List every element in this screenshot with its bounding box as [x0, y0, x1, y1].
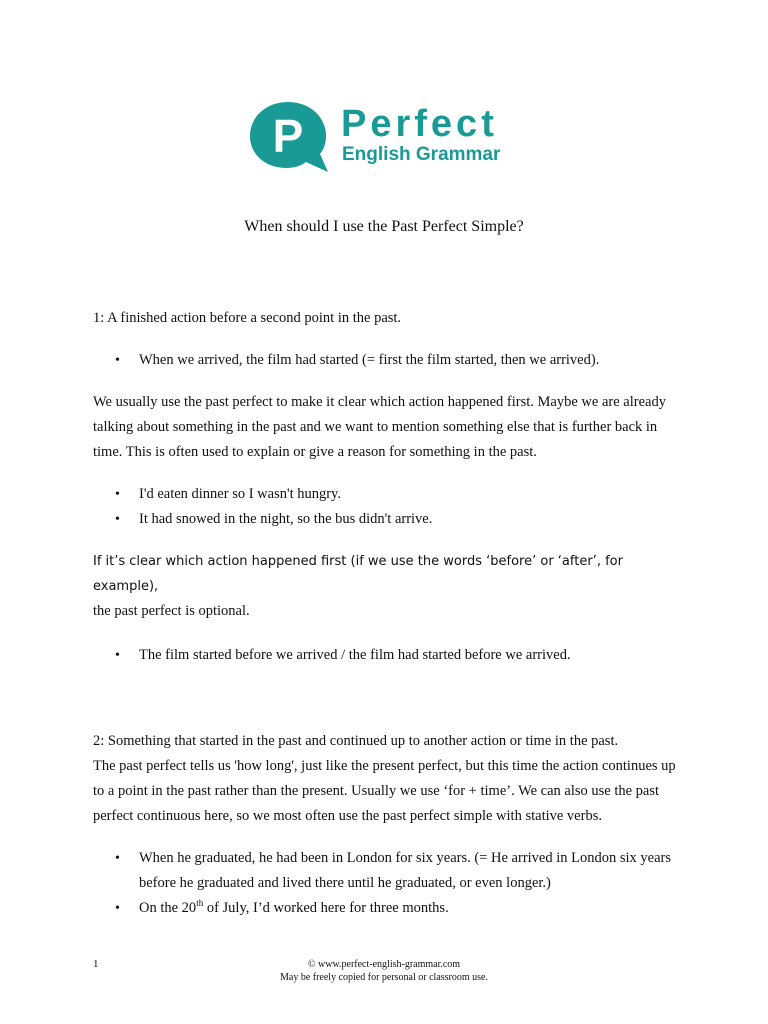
list-item: • When he graduated, he had been in London for six years. (= He arrived in London six years before he graduated and lived there until he graduated, or even longer.): [93, 846, 683, 896]
section1-optional-list: [93, 643, 683, 668]
section1-example-list: [93, 348, 683, 373]
page-number: 1: [93, 958, 99, 970]
list-item: • When we arrived, the film had started (= first the film started, then we arrived).: [93, 348, 683, 373]
list-item: • The film started before we arrived / the film had started before we arrived.: [93, 643, 683, 668]
document-body: [93, 306, 683, 921]
date-text: On the 20: [139, 900, 197, 916]
optional-note-end: the past perfect is optional.: [93, 603, 250, 619]
footer: [0, 958, 768, 984]
footer-note: May be freely copied for personal or classroom use.: [280, 972, 488, 983]
section2-paragraph: The past perfect tells us 'how long', just like the present perfect, but this time the action continues up to a point in the past rather than the present. Usually we use ‘for + time’. We can also use the past perfect continuous here, so we most often use the past perfect simple with stative verbs.: [93, 758, 676, 824]
footer-copyright: © www.perfect-english-grammar.com: [307, 959, 461, 970]
date-text-rest: of July, I’d worked here for three months.: [203, 900, 449, 916]
section1-heading: 1: A finished action before a second point in the past.: [93, 310, 402, 326]
section1-paragraph: We usually use the past perfect to make it clear which action happened first. Maybe we are already talking about something in the past and we want to mention something else that is further back in time. This is often used to explain or give a reason for something in the past.: [93, 394, 666, 460]
date-ordinal-suffix: th: [196, 898, 204, 908]
section2-heading: 2: Something that started in the past and continued up to another action or time in the past.: [93, 733, 619, 749]
logo-letter: P: [272, 110, 304, 162]
section1-optional-paragraph: [93, 549, 683, 624]
section2-example-list: [93, 846, 683, 921]
logo-subtitle: English Grammar: [342, 144, 501, 165]
page-title: When should I use the Past Perfect Simple?: [244, 218, 524, 235]
perfect-english-grammar-logo: [248, 100, 538, 176]
list-item: • It had snowed in the night, so the bus didn't arrive.: [93, 507, 683, 532]
logo-word: Perfect: [341, 103, 498, 145]
list-item: • I'd eaten dinner so I wasn't hungry.: [93, 482, 683, 507]
optional-note: If it’s clear which action happened first (if we use the words ‘before’ or ‘after’, for example),: [93, 554, 623, 594]
speech-bubble-icon: [248, 100, 338, 176]
list-item: [93, 896, 683, 921]
section1-reason-list: [93, 482, 683, 532]
